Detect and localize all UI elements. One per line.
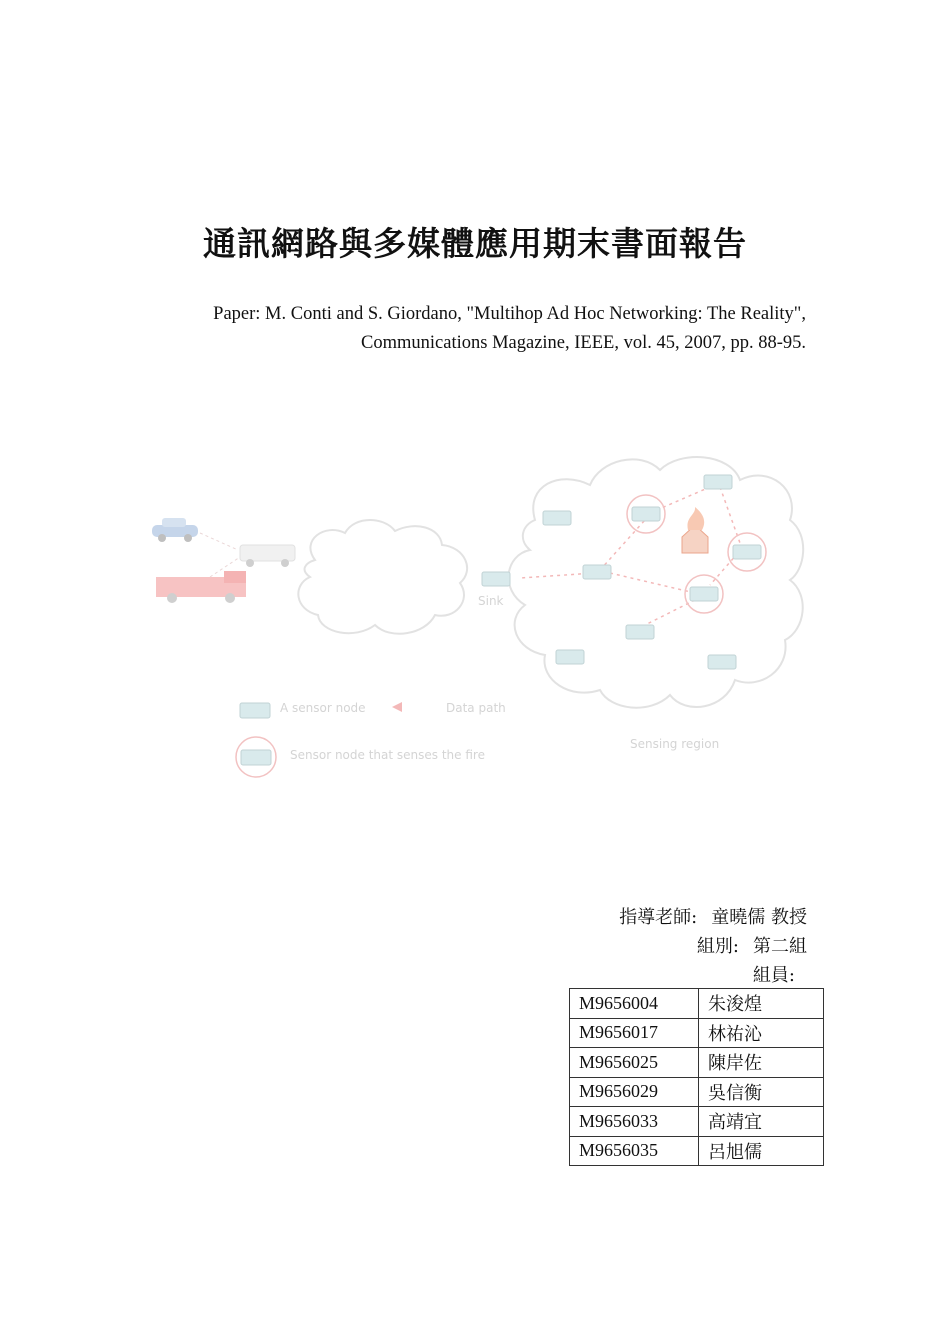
table-row <box>570 1077 824 1107</box>
sensing-region-label: Sensing region <box>630 737 720 751</box>
legend-sensor-node-label: A sensor node <box>280 701 366 715</box>
sensor-node-icon <box>708 655 736 669</box>
sensor-node-icon <box>704 475 732 489</box>
table-row <box>570 1107 824 1137</box>
members-line <box>753 961 795 987</box>
table-row <box>570 1136 824 1166</box>
member-id: M9656004 <box>570 989 699 1019</box>
sensor-network-figure <box>140 445 810 790</box>
advisor-line <box>619 903 807 929</box>
advisor-label: 指導老師: <box>619 907 698 928</box>
members-label: 組員: <box>752 965 795 986</box>
sensing-region-cloud <box>509 457 804 708</box>
member-id: M9656033 <box>570 1107 699 1137</box>
legend-sensor-node-icon <box>240 703 270 718</box>
paper-citation <box>150 300 806 358</box>
member-name: 林祐沁 <box>699 1018 824 1048</box>
citation-line-2: Communications Magazine, IEEE, vol. 45, 2007, pp. 88-95. <box>361 333 806 353</box>
sensor-node-icon <box>690 587 718 601</box>
sensor-node-icon <box>583 565 611 579</box>
house-on-fire-icon <box>682 507 708 553</box>
member-name: 陳岸佐 <box>699 1048 824 1078</box>
group-line <box>697 932 807 958</box>
group-label: 組別: <box>696 936 739 957</box>
legend-fire-sensor-icon <box>241 750 271 765</box>
police-car-icon <box>152 518 198 542</box>
member-name: 呂旭儒 <box>699 1136 824 1166</box>
member-name: 高靖宜 <box>699 1107 824 1137</box>
member-id: M9656035 <box>570 1136 699 1166</box>
table-row <box>570 989 824 1019</box>
sensor-node-icon <box>556 650 584 664</box>
legend-fire-node-label: Sensor node that senses the fire <box>290 748 485 762</box>
table-row <box>570 1018 824 1048</box>
sensor-node-icon <box>733 545 761 559</box>
member-id: M9656029 <box>570 1077 699 1107</box>
legend-data-path-label: Data path <box>446 701 506 715</box>
sensor-nodes <box>482 475 761 669</box>
citation-line-1: Paper: M. Conti and S. Giordano, "Multihop Ad Hoc Networking: The Reality", <box>213 304 806 324</box>
table-row <box>570 1048 824 1078</box>
sensor-node-icon <box>626 625 654 639</box>
member-id: M9656017 <box>570 1018 699 1048</box>
ambulance-icon <box>240 545 295 567</box>
report-title: 通訊網路與多媒體應用期末書面報告 <box>203 224 747 263</box>
sink-label: Sink <box>478 594 504 608</box>
group-value: 第二組 <box>753 936 807 957</box>
data-path-arrow-icon <box>392 702 402 712</box>
member-id: M9656025 <box>570 1048 699 1078</box>
network-cloud <box>298 520 467 634</box>
sensor-node-icon <box>543 511 571 525</box>
sensor-node-icon <box>482 572 510 586</box>
member-name: 朱浚煌 <box>699 989 824 1019</box>
fire-truck-icon <box>156 571 246 603</box>
advisor-value: 童曉儒 教授 <box>711 907 807 928</box>
member-name: 吳信衡 <box>699 1077 824 1107</box>
sensor-node-icon <box>632 507 660 521</box>
members-table <box>569 988 824 1166</box>
